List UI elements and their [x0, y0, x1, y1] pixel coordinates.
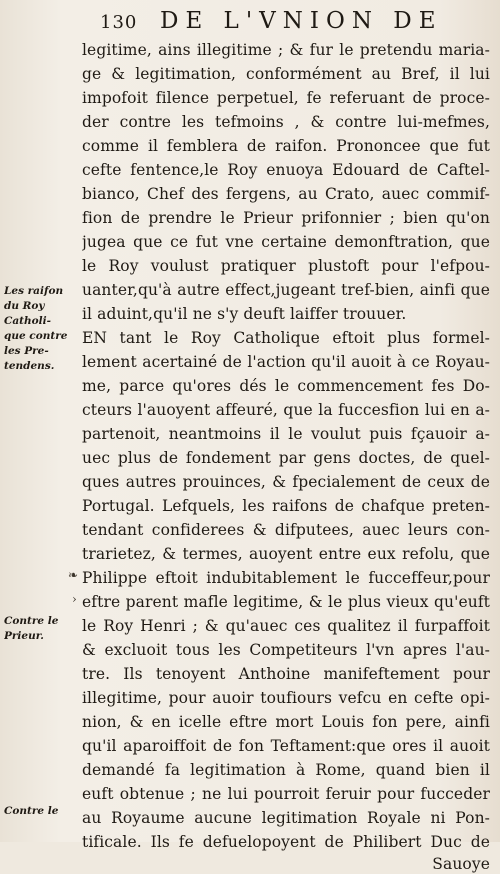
- margin-note-line: que contre: [4, 330, 68, 342]
- margin-note-line: tendens.: [4, 360, 55, 372]
- margin-note-line: du Roy: [4, 300, 45, 312]
- margin-mark: ❧: [68, 568, 79, 582]
- text-line: impofoit filence perpetuel, fe referuant de proce-: [82, 89, 490, 107]
- margin-note-line: Prieur.: [4, 630, 44, 642]
- text-line: trarietez, & termes, auoyent entre eux refolu, que: [82, 545, 490, 563]
- text-line: ge & legitimation, conformément au Bref, il lui: [82, 65, 490, 83]
- text-line: eftre parent mafle legitime, & le plus vieux qu'euft: [82, 593, 490, 611]
- running-title: DE L'VNION DE: [160, 8, 443, 34]
- text-line: Philippe eftoit indubitablement le fucceffeur,pour: [82, 569, 490, 587]
- text-line: & excluoit tous les Competiteurs l'vn apres l'au-: [82, 641, 490, 659]
- margin-note-line: Catholi-: [4, 315, 51, 327]
- text-line: lement acertainé de l'action qu'il auoit à ce Royau-: [82, 353, 490, 371]
- text-line: qu'il aparoiffoit de fon Teftament:que ores il auoit: [82, 737, 490, 755]
- page-number: 130: [100, 12, 138, 33]
- body-text: [82, 38, 490, 873]
- text-line: cteurs l'auoyent affeuré, que la fuccesfion lui en a-: [82, 401, 490, 419]
- text-line: me, parce qu'ores dés le commencement fes Do-: [82, 377, 490, 395]
- text-line: tificale. Ils fe defuelopoyent de Philibert Duc de: [82, 833, 490, 851]
- text-line: le Roy Henri ; & qu'auec ces qualitez il furpaffoit: [82, 617, 490, 635]
- text-line: le Roy voulust pratiquer plustoft pour l'efpou-: [82, 257, 490, 275]
- page-header: [100, 8, 485, 40]
- text-line: bianco, Chef des fergens, au Crato, auec commif-: [82, 185, 490, 203]
- text-line: uanter,qu'à autre effect,jugeant tref-bien, ainfi que: [82, 281, 490, 299]
- text-line: tendant confiderees & difputees, auec leurs con-: [82, 521, 490, 539]
- catchword: Sauoye: [432, 855, 490, 873]
- margin-note-line: Les raifon: [4, 285, 64, 297]
- text-line: Portugal. Lefquels, les raifons de chafque preten-: [82, 497, 490, 515]
- text-line: tre. Ils tenoyent Anthoine manifeftement pour: [82, 665, 490, 683]
- text-line: illegitime, pour auoir toufiours vefcu en cefte opi-: [82, 689, 490, 707]
- margin-note-line: les Pre-: [4, 345, 49, 357]
- text-line: der contre les tefmoins , & contre lui-mefmes,: [82, 113, 490, 131]
- margin-note-line: Contre le: [4, 805, 59, 817]
- text-line: ques autres prouinces, & fpecialement de ceux de: [82, 473, 490, 491]
- text-line: EN tant le Roy Catholique eftoit plus formel-: [82, 329, 490, 347]
- text-line: au Royaume aucune legitimation Royale ni Pon-: [82, 809, 490, 827]
- text-line: cefte fentence,le Roy enuoya Edouard de Caftel-: [82, 161, 490, 179]
- margin-note-line: Contre le: [4, 615, 59, 627]
- text-line: partenoit, neantmoins il le voulut puis fçauoir a-: [82, 425, 490, 443]
- text-line: comme il femblera de raifon. Prononcee que fut: [82, 137, 490, 155]
- margin-mark: ›: [72, 592, 77, 606]
- margin-notes: [4, 0, 82, 842]
- text-line: demandé fa legitimation à Rome, quand bien il: [82, 761, 490, 779]
- text-line: jugea que ce fut vne certaine demonftration, que: [82, 233, 490, 251]
- text-line: uec plus de fondement par gens doctes, de quel-: [82, 449, 490, 467]
- text-line: il aduint,qu'il ne s'y deuft laiffer trouuer.: [82, 305, 407, 323]
- text-line: euft obtenue ; ne lui pourroit feruir pour fucceder: [82, 785, 490, 803]
- text-line: fion de prendre le Prieur prifonnier ; bien qu'on: [82, 209, 490, 227]
- text-line: legitime, ains illegitime ; & fur le pretendu maria-: [82, 41, 490, 59]
- text-line: nion, & en icelle eftre mort Louis fon pere, ainfi: [82, 713, 490, 731]
